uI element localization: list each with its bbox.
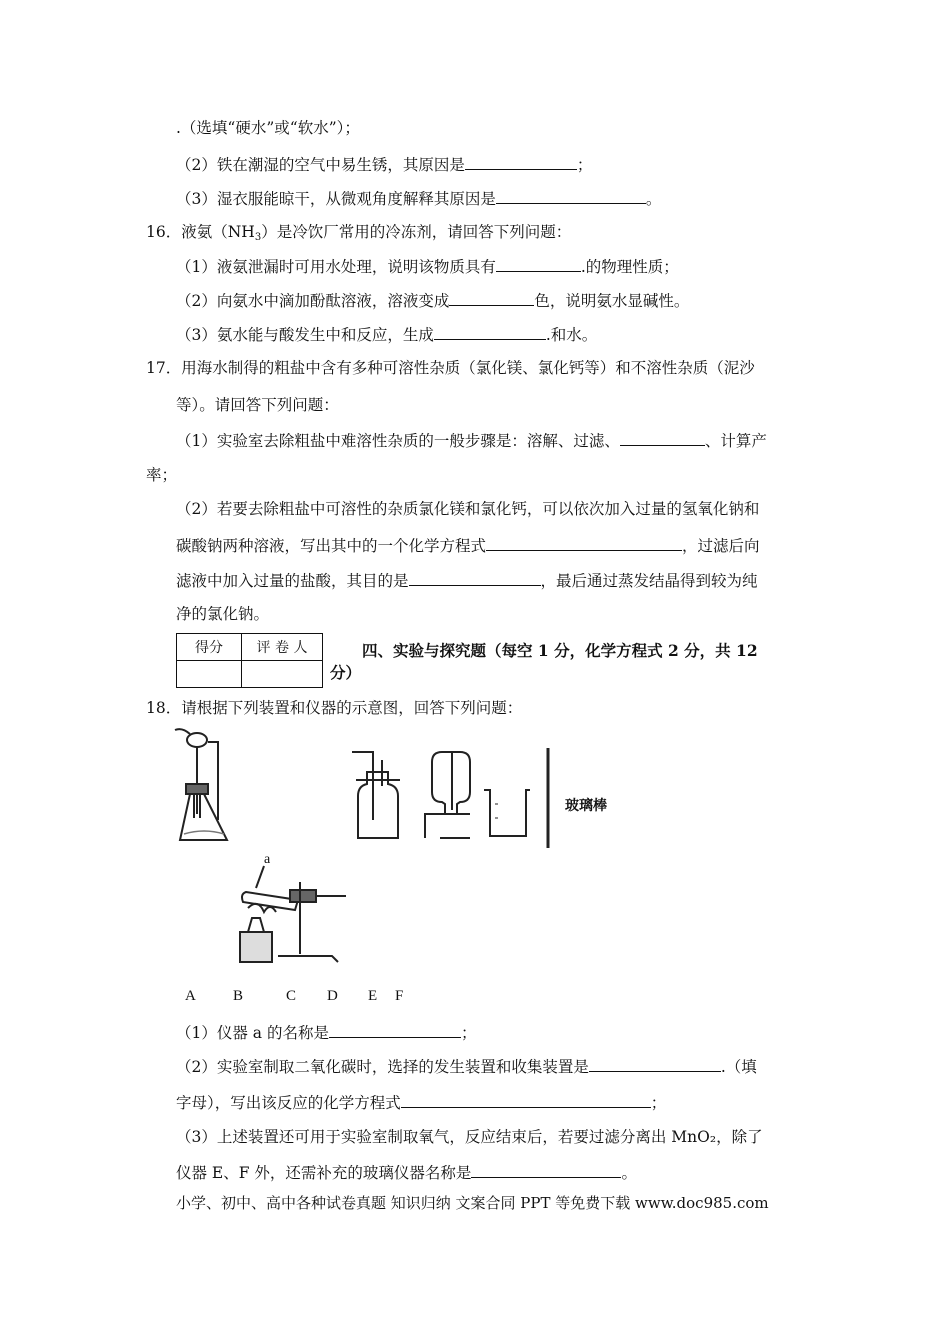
q18-part1-end: ；	[460, 1024, 477, 1042]
section4-title-line2: 分）	[330, 663, 362, 682]
q18-part2-line2-text: 字母），写出该反应的化学方程式	[176, 1094, 401, 1112]
q17-part1-wrap: 率；	[146, 466, 178, 484]
q18-part3-line2	[176, 1162, 637, 1183]
q18-part1-text: （1）仪器 a 的名称是	[176, 1024, 329, 1042]
option-label-a: A	[185, 988, 196, 1004]
q17-part1-text: （1）实验室去除粗盐中难溶性杂质的一般步骤是：溶解、过滤、	[176, 432, 620, 450]
q15-part3-text: （3）湿衣服能晾干，从微观角度解释其原因是	[176, 190, 496, 208]
q16-part2-end: 色，说明氨水显碱性。	[534, 292, 690, 310]
q16-part3	[176, 324, 597, 345]
beaker	[484, 790, 530, 836]
page-footer: 小学、初中、高中各种试卷真题 知识归纳 文案合同 PPT 等免费下载 www.doc985.com	[176, 1194, 769, 1212]
q15-part3-end: 。	[645, 190, 662, 208]
q18-part2-text: （2）实验室制取二氧化碳时，选择的发生装置和收集装置是	[176, 1058, 589, 1076]
option-label-b: B	[233, 988, 244, 1004]
q17-part2-line3	[176, 570, 758, 591]
q18-part2	[176, 1056, 757, 1077]
answer-blank[interactable]	[409, 570, 541, 586]
q18-part2-end: .（填	[720, 1058, 757, 1076]
q16-stem-b: ）是冷饮厂常用的冷冻剂，请回答下列问题：	[261, 223, 572, 241]
q17-stem-line1: 17．用海水制得的粗盐中含有多种可溶性杂质（氯化镁、氯化钙等）和不溶性杂质（泥沙	[146, 359, 755, 377]
q17-part1	[176, 430, 767, 451]
answer-blank[interactable]	[449, 290, 534, 306]
score-header: 得分	[177, 634, 242, 661]
answer-blank[interactable]	[496, 256, 581, 272]
q16-part1	[176, 256, 679, 277]
inverted-bottle-apparatus	[425, 752, 470, 838]
q17-part2-line3-text: 滤液中加入过量的盐酸，其目的是	[176, 572, 409, 590]
option-label-d: D	[327, 988, 338, 1004]
q17-part2-line2-end: ，过滤后向	[682, 537, 760, 555]
answer-blank[interactable]	[486, 535, 682, 551]
q15-part2	[176, 154, 592, 175]
q16-part2	[176, 290, 689, 311]
q16-stem	[146, 222, 571, 248]
q16-part3-end: .和水。	[545, 326, 598, 344]
score-table	[176, 633, 323, 688]
q18-part3-line2-text: 仪器 E、F 外，还需补充的玻璃仪器名称是	[176, 1164, 472, 1182]
conical-flask-apparatus	[175, 729, 227, 840]
q18-part2-line2	[176, 1092, 666, 1113]
answer-blank[interactable]	[589, 1056, 721, 1072]
q16-part1-text: （1）液氨泄漏时可用水处理，说明该物质具有	[176, 258, 496, 276]
instrument-a-label: a	[264, 852, 271, 867]
q17-part2-line2-text: 碳酸钠两种溶液，写出其中的一个化学方程式	[176, 537, 487, 555]
q16-part1-end: .的物理性质；	[580, 258, 679, 276]
q17-part2-line2	[176, 535, 760, 556]
answer-blank[interactable]	[471, 1162, 621, 1178]
answer-blank[interactable]	[434, 324, 546, 340]
test-tube-heating-apparatus	[240, 866, 346, 962]
q15-part3	[176, 188, 661, 209]
gas-bottle-apparatus	[352, 752, 400, 838]
option-label-e: E	[368, 988, 378, 1004]
answer-blank[interactable]	[465, 154, 577, 170]
q16-stem-a: 16．液氨（NH	[146, 223, 255, 241]
q17-part2-line1: （2）若要去除粗盐中可溶性的杂质氯化镁和氯化钙，可以依次加入过量的氢氧化钠和	[176, 500, 760, 518]
q17-part1-end: 、计算产	[704, 432, 767, 450]
q17-part2-line4: 净的氯化钠。	[176, 605, 270, 623]
grader-header: 评 卷 人	[242, 634, 323, 661]
apparatus-diagram	[170, 722, 640, 967]
q18-part2-line2-end: ；	[650, 1094, 667, 1112]
glass-rod-label: 玻璃棒	[565, 798, 607, 814]
q18-part3-line1: （3）上述装置还可用于实验室制取氧气，反应结束后，若要过滤分离出 MnO₂，除了	[176, 1128, 763, 1146]
answer-blank[interactable]	[620, 430, 705, 446]
answer-blank[interactable]	[401, 1092, 651, 1108]
answer-blank[interactable]	[496, 188, 646, 204]
q18-part3-line2-end: 。	[621, 1164, 637, 1182]
option-label-c: C	[286, 988, 297, 1004]
section4-title-line1: 四、实验与探究题（每空 1 分，化学方程式 2 分，共 12	[362, 641, 758, 660]
q16-part2-text: （2）向氨水中滴加酚酞溶液，溶液变成	[176, 292, 450, 310]
q16-stem-sub: 3	[254, 232, 262, 243]
score-cell[interactable]	[177, 661, 242, 688]
q15-part2-text: （2）铁在潮湿的空气中易生锈，其原因是	[176, 156, 465, 174]
option-label-f: F	[395, 988, 404, 1004]
grader-cell[interactable]	[242, 661, 323, 688]
q17-stem-line2: 等）。请回答下列问题：	[176, 396, 339, 414]
q18-stem: 18．请根据下列装置和仪器的示意图，回答下列问题：	[146, 699, 523, 717]
q18-part1	[176, 1022, 476, 1043]
q15-part2-end: ；	[576, 156, 593, 174]
q16-part3-text: （3）氨水能与酸发生中和反应，生成	[176, 326, 434, 344]
q15-line1: .（选填“硬水”或“软水”）；	[176, 119, 360, 137]
answer-blank[interactable]	[329, 1022, 461, 1038]
q17-part2-line3-end: ，最后通过蒸发结晶得到较为纯	[540, 572, 758, 590]
